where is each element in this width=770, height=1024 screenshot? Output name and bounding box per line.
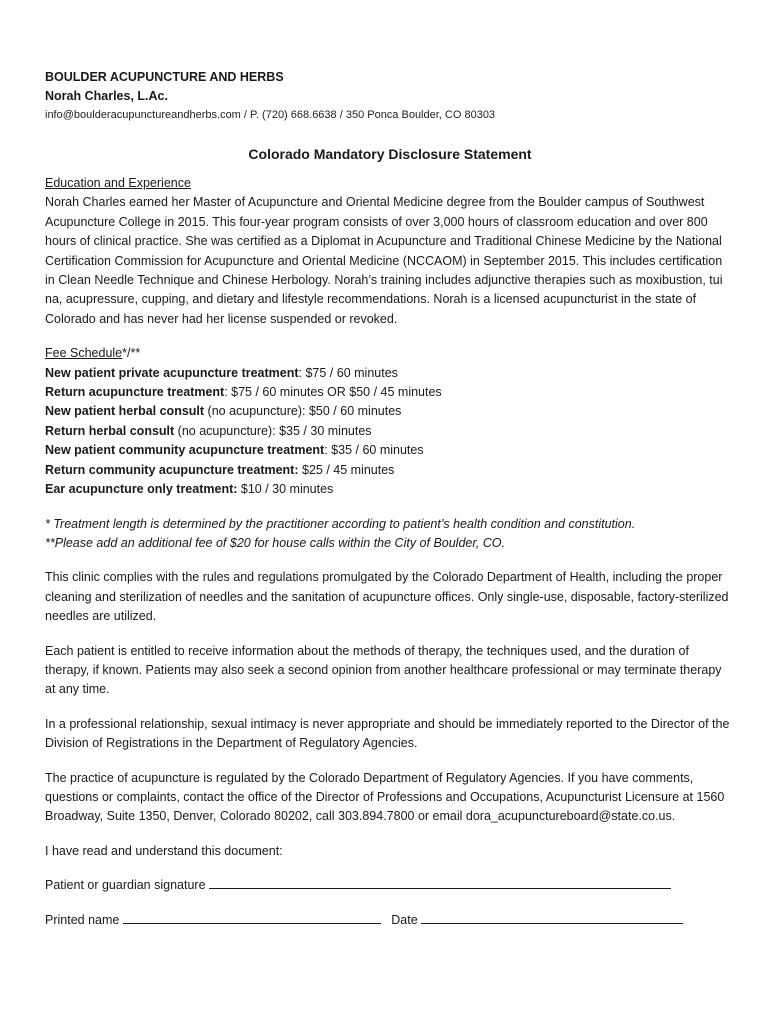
fee-item [45, 422, 735, 441]
compliance-paragraph: This clinic complies with the rules and regulations promulgated by the Colorado Department of Health, including the proper cleaning and sterilization of needles and the sanitation of acupuncture offices. Only single-use, disposable, factory-sterilized needles are utilized. [45, 570, 729, 624]
education-body: Norah Charles earned her Master of Acupuncture and Oriental Medicine degree from the Boulder campus of Southwest Acupuncture College in 2015. This four-year program consists of over 3,000 hours of classroom education and over 800 hours of clinical practice. She was certified as a Diplomat in Acupuncture and Traditional Chinese Medicine by the National Certification Commission for Acupuncture and Oriental Medicine (NCCAOM) in September 2015. This includes certification in Clean Needle Technique and Chinese Herbology. Norah’s training includes adjunctive therapies such as moxibustion, tui na, acupressure, cupping, and dietary and lifestyle recommendations. Norah is a licensed acupuncturist in the state of Colorado and has never had her license suspended or revoked. [45, 195, 723, 326]
printed-name-label: Printed name [45, 912, 120, 927]
fee-item-label: New patient private acupuncture treatment [45, 365, 299, 380]
fee-item-label: New patient herbal consult [45, 404, 205, 419]
fee-item-label: Return community acupuncture treatment: [45, 462, 299, 477]
acknowledgement-text: I have read and understand this document: [45, 843, 283, 858]
fee-item-detail: $10 / 30 minutes [237, 482, 334, 497]
printed-name-field[interactable] [123, 911, 381, 924]
fee-item [45, 383, 735, 402]
contact-line: info@boulderacupunctureandherbs.com / P. (720) 668.6638 / 350 Ponca Boulder, CO 80303 [45, 109, 496, 121]
house-call-note: **Please add an additional fee of $20 for house calls within the City of Boulder, CO. [45, 535, 506, 550]
fee-item-detail: (no acupuncture): $50 / 60 minutes [204, 404, 402, 419]
date-field[interactable] [421, 911, 683, 924]
education-heading: Education and Experience [45, 176, 191, 190]
fee-item-label: New patient community acupuncture treatment [45, 443, 325, 458]
fee-item-label: Ear acupuncture only treatment: [45, 482, 238, 497]
fee-schedule-section [45, 344, 735, 499]
fee-item [45, 480, 735, 499]
fee-item-detail: : $75 / 60 minutes [298, 365, 398, 380]
treatment-length-note: * Treatment length is determined by the practitioner according to patient’s health condition and constitution. [45, 516, 636, 531]
fee-schedule-heading-suffix: */** [122, 346, 141, 361]
practitioner-name: Norah Charles, L.Ac. [45, 89, 168, 103]
organization-name: BOULDER ACUPUNCTURE AND HERBS [45, 70, 284, 84]
fee-item [45, 441, 735, 460]
patient-signature-row [45, 876, 735, 895]
fee-item-detail: (no acupuncture): $35 / 30 minutes [174, 423, 372, 438]
fee-item-detail: : $75 / 60 minutes OR $50 / 45 minutes [224, 385, 442, 400]
fee-item-label: Return acupuncture treatment [45, 385, 225, 400]
patient-rights-paragraph: Each patient is entitled to receive information about the methods of therapy, the techniques used, and the duration of therapy, if known. Patients may also seek a second opinion from another healthcare professional or may terminate therapy at any time. [45, 643, 722, 697]
date-label: Date [391, 912, 418, 927]
document-body [45, 68, 735, 930]
fee-item-label: Return herbal consult [45, 423, 175, 438]
document-title: Colorado Mandatory Disclosure Statement [248, 146, 532, 162]
patient-signature-label: Patient or guardian signature [45, 878, 206, 893]
fee-item [45, 461, 735, 480]
fee-item [45, 364, 735, 383]
fee-item [45, 402, 735, 421]
printed-name-row [45, 911, 735, 930]
education-section [45, 174, 735, 329]
fee-schedule-heading: Fee Schedule [45, 346, 123, 361]
patient-signature-field[interactable] [209, 876, 671, 889]
regulation-paragraph: The practice of acupuncture is regulated by the Colorado Department of Regulatory Agencies. If you have comments, questions or complaints, contact the office of the Director of Professions and Occupations, Acupuncturist Licensure at 1560 Broadway, Suite 1350, Denver, Colorado 80202, call 303.894.7800 or email dora_acupunctureboard@state.co.us. [45, 770, 725, 824]
fee-item-detail: $25 / 45 minutes [298, 462, 395, 477]
intimacy-paragraph: In a professional relationship, sexual intimacy is never appropriate and should be immediately reported to the Director of the Division of Registrations in the Department of Regulatory Agencies. [45, 716, 730, 751]
fee-item-detail: : $35 / 60 minutes [324, 443, 424, 458]
